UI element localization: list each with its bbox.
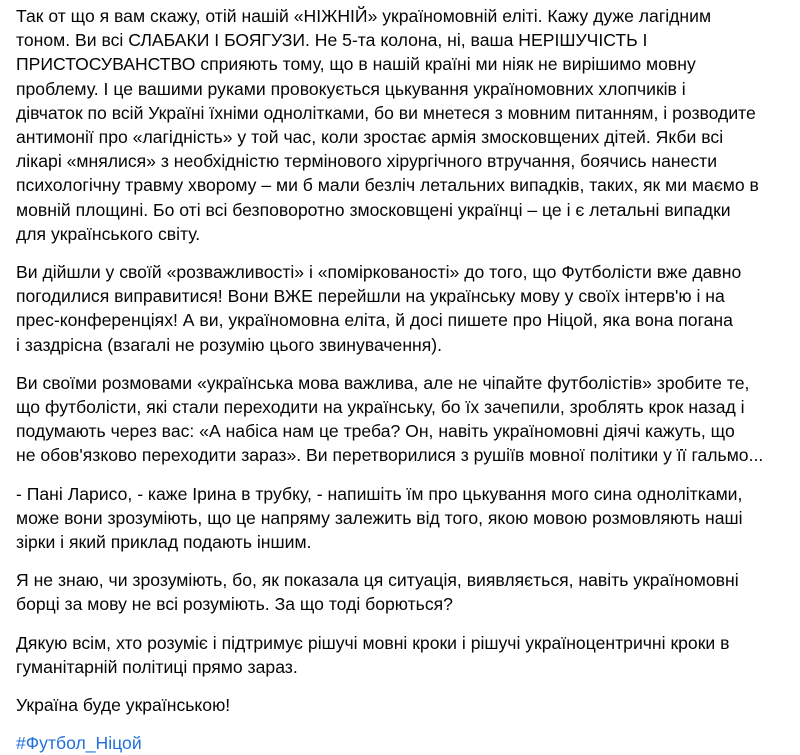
post-paragraph-7: Україна буде українською!: [16, 695, 231, 716]
post-paragraph-3: Ви своїми розмовами «українська мова важлива, але не чіпайте футболістів» зробите те, що футболісти, які стали переходити на українську, бо їх зачепили, зроблять крок назад і подумають через вас: «А набіса нам це треба? Он, навіть україномовні діячі кажуть, що не обов'язково переходити зараз». Ви перетворилися з рушіїв мовної політики у її гальмо...: [16, 372, 764, 466]
post-paragraph-5: Я не знаю, чи зрозуміють, бо, як показала ця ситуація, виявляється, навіть україномовні борці за мову не всі розуміють. За що тоді борються?: [16, 570, 739, 615]
post-paragraph-6: Дякую всім, хто розуміє і підтримує рішучі мовні кроки і рішучі україноцентричні кроки в гуманітарній політиці прямо зараз.: [16, 632, 730, 677]
post-paragraph-2: Ви дійшли у своїй «розважливості» і «поміркованості» до того, що Футболісти вже давно погодилися виправитися! Вони ВЖЕ перейшли на українську мову у своїх інтерв'ю і на прес-конференціях! А ви, україномовна еліта, й досі пишете про Ніцой, яка вона погана і заздрісна (взагалі не розумію цього звинувачення).: [16, 262, 742, 355]
post-paragraph-4: - Пані Ларисо, - каже Ірина в трубку, - напишіть їм про цькування мого сина однолітками, може вони зрозуміють, що це напряму залежить від того, якою мовою розмовляють наші зірки і який приклад подають іншим.: [16, 483, 743, 553]
hashtag-link[interactable]: #Футбол_Ніцой: [16, 733, 142, 754]
post-paragraph-1: Так от що я вам скажу, отій нашій «НІЖНІЙ» україномовній еліті. Кажу дуже лагідним тоном. Ви всі СЛАБАКИ І БОЯГУЗИ. Не 5-та колона, ні, ваша НЕРІШУЧІСТЬ І ПРИСТОСУВАНСТВО сприяють тому, що в нашій країні ми ніяк не вирішимо мовну проблему. І це вашими руками провокується цькування україномовних хлопчиків і дівчаток по всій Україні їхніми однолітками, бо ви мнетеся з мовним питанням, і розводите антимонії про «лагідність» у той час, коли зростає армія змосковщених дітей. Якби всі лікарі «мнялися» з необхідністю термінового хірургічного втручання, боячись нанести психологічну травму хворому – ми б мали безліч летальних випадків, таких, як ми маємо в мовній площині. Бо оті всі безповоротно змосковщені українці – це і є летальні випадки для українського світу.: [16, 6, 759, 244]
post-body: [16, 4, 788, 755]
